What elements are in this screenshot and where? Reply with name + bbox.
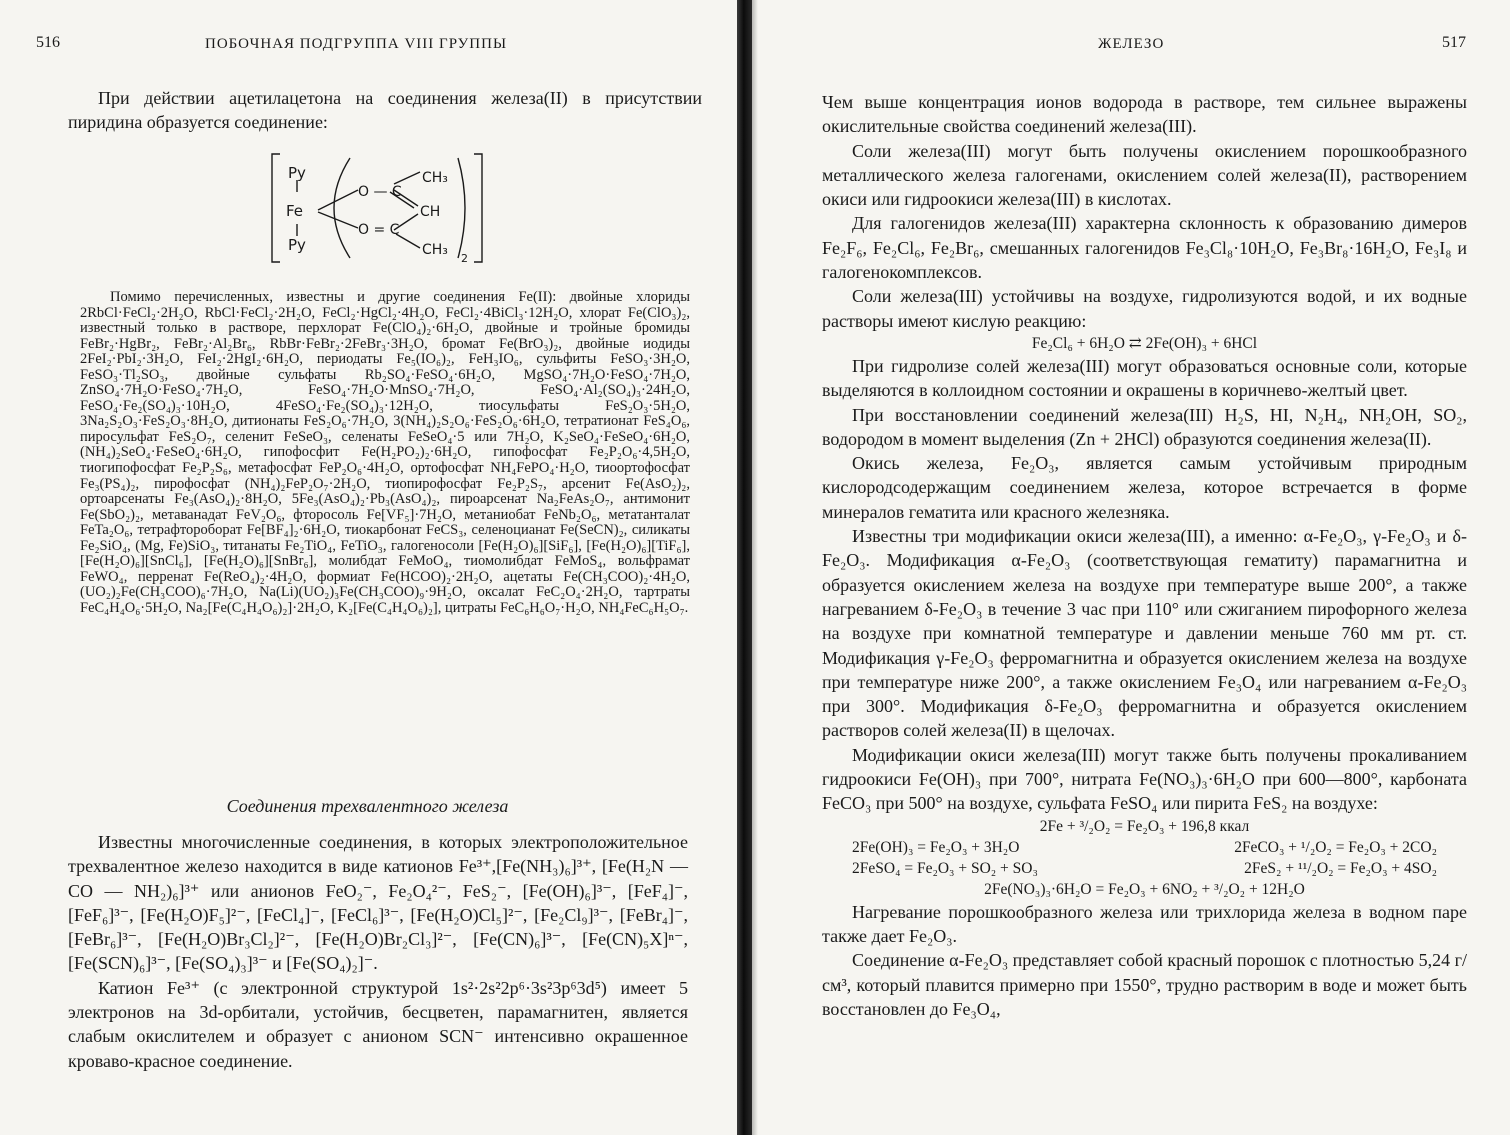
equation-hydrolysis: Fe₂Cl₆ + 6H₂O ⇄ 2Fe(OH)₃ + 6HCl (1031, 334, 1258, 352)
o-top-label: O — C (358, 184, 402, 200)
fe2-compounds-list: Помимо перечисленных, известны и другие соединения Fe(II): двойные хлориды 2RbCl·FeCl₂·2H₂O, RbCl·FeCl₂·2H₂O, FeCl₂·HgCl₂·4H₂O, FeCl₂·4BiCl₃·12H₂O, хлорат Fe(ClO₃)₂, известный только в растворе, перхлорат Fe(ClO₄)₂·6H₂O, двойные и тройные бромиды FeBr₂·HgBr₂, FeBr₂·Al₂Br₆, RbBr·FeBr₂·2FeBr₃·3H₂O, бромат Fe(BrO₃)₂, двойные иодиды 2FeI₂·PbI₂·3H₂O, FeI₂·2HgI₂·6H₂O, периодаты Fe₅(IO₆)₂, FeH₃IO₆, сульфиты FeSO₃·3H₂O, FeSO₃·Tl₂SO₃, двойные сульфаты Rb₂SO₄·FeSO₄·6H₂O, MgSO₄·7H₂O·FeSO₄·7H₂O, ZnSO₄·7H₂O·FeSO₄·7H₂O, FeSO₄·7H₂O·MnSO₄·7H₂O, FeSO₄·Al₂(SO₄)₃·24H₂O, FeSO₄·Fe₂(SO₄)₃·10H₂O, 4FeSO₄·Fe₂(SO₄)₃·12H₂O, тиосульфаты FeS₂O₃·5H₂O, 3Na₂S₂O₃·FeS₂O₃·8H₂O, дитионаты FeS₂O₆·7H₂O, 3(NH₄)₂S₂O₆·FeS₂O₆·6H₂O, тетратионат FeS₄O₆, пиросульфат FeS₂O₇, селенит FeSeO₃, селенаты FeSeO₄·5 или 7H₂O, K₂SeO₄·FeSeO₄·6H₂O, (NH₄)₂SeO₄·FeSeO₄·6H₂O, гипофосфит Fe(H₂PO₂)₂·6H₂O, гипофосфат Fe₂P₂O₆·4,5H₂O, тиогипофосфат Fe₂P₂S₆, метафосфат FeP₂O₆·4H₂O, ортофосфат NH₄FePO₄·H₂O, тиоортофосфат Fe₃(PS₄)₂, пирофосфат (NH₄)₂FeP₂O₇·2H₂O, тиопирофосфат Fe₂P₂S₇, арсенит Fe(AsO₂)₂, ортоарсенаты Fe₃(AsO₄)₂·8H₂O, 5Fe₃(AsO₄)₂·Pb₃(AsO₄)₂, пироарсенат Na₂FeAs₂O₇, антимонит Fe(SbO₂)₂, метаванадат FeV₂O₆, фторосоль Fe[VF₅]·7H₂O, метаниобат FeNb₂O₆, метатанталат FeTa₂O₆, тетрафтороборат Fe[BF₄]₂·6H₂O, тиокарбонат FeCS₃, селеноцианат Fe(SeCN)₂, силикаты Fe₂SiO₄, (Mg, Fe)SiO₃, титанаты Fe₂TiO₄, FeTiO₃, галогеносоли [Fe(H₂O)₆][SiF₆], [Fe(H₂O)₆][TiF₆], [Fe(H₂O)₆][SnCl₆], [Fe(H₂O)₆][SnBr₆], молибдат FeMoO₄, тиомолибдат FeMoS₄, вольфрамат FeWO₄, перренат Fe(ReO₄)₂·4H₂O, формиат Fe(HCOO)₂·2H₂O, ацетаты Fe(CH₃COO)₂·4H₂O, (UO₂)₂Fe(CH₃COO)₆·7H₂O, Na(Li)(UO₂)₃Fe(CH₃COO)₉·9H₂O, оксалат FeC₂O₄·2H₂O, тартраты FeC₄H₄O₆·5H₂O, Na₂[Fe(C₄H₄O₆)₂]·2H₂O, K₂[Fe(C₄H₄O₆)₂], цитраты FeC₆H₆O₇·H₂O, NH₄FeC₆H₅O₇. (80, 289, 690, 616)
fe3-body (68, 830, 688, 1073)
right-para-1: Чем выше концентрация ионов водорода в растворе, тем сильнее выражены окислительные свойства соединений железа(III). (822, 92, 1467, 137)
o-bottom-label: O = C (358, 222, 400, 238)
equation-row-2 (822, 858, 1467, 879)
right-para-7: Окись железа, Fe₂O₃, является самым устойчивым природным кислородсодержащим соединением железа, которое встречается в форме минералов гематита или красного железняка. (822, 453, 1467, 522)
equation-combustion: 2Fe + ³/₂O₂ = Fe₂O₃ + 196,8 ккал (1039, 817, 1250, 835)
fe3-cation-paragraph: Катион Fe³⁺ (с электронной структурой 1s²·2s²2p⁶·3s²3p⁶3d⁵) имеет 5 электронов на 3d-орбитали, устойчив, бесцветен, парамагнитен, является слабым окислителем и образует с анионом SCN⁻ интенсивно окрашенное кроваво-красное соединение. (68, 977, 688, 1071)
left-page-number: 516 (36, 34, 60, 51)
right-para-2: Соли железа(III) могут быть получены окислением порошкообразного металлического железа галогенами, окислением солей железа(II), растворением окиси или гидроокиси железа(III) в кислотах. (822, 140, 1467, 210)
right-para-6: При восстановлении соединений железа(III) H₂S, HI, N₂H₄, NH₂OH, SO₂, водородом в момент выделения (Zn + 2HCl) образуются соединения железа(II). (822, 404, 1467, 449)
fe3-known-paragraph: Известны многочисленные соединения, в которых электроположительное трехвалентное железо находится в виде катионов Fe³⁺,[Fe(NH₃)₆]³⁺, [Fe(H₂N — CO — NH₂)₆]³⁺ или анионов FeO₂⁻, Fe₂O₄²⁻, FeS₂⁻, [Fe(OH)₆]³⁻, [FeF₄]⁻, [FeF₆]³⁻, [Fe(H₂O)F₅]²⁻, [FeCl₄]⁻, [FeCl₆]³⁻, [Fe(H₂O)Cl₅]²⁻, [Fe₂Cl₉]³⁻, [FeBr₄]⁻, [FeBr₆]³⁻, [Fe(H₂O)Br₃Cl₂]²⁻, [Fe(H₂O)Br₂Cl₃]²⁻, [Fe(CN)₆]³⁻, [Fe(CN)₅X]ⁿ⁻, [Fe(SCN)₆]³⁻, [Fe(SO₄)₃]³⁻ и [Fe(SO₄)₂]⁻. (68, 832, 688, 974)
structural-formula (268, 150, 488, 270)
right-body (822, 90, 1467, 1021)
equation-nitrate: 2Fe(NO₃)₃·6H₂O = Fe₂O₃ + 6NO₂ + ³/₂O₂ + 12H₂O (984, 880, 1305, 898)
left-page (0, 0, 735, 1135)
left-running-head: ПОБОЧНАЯ ПОДГРУППА VIII ГРУППЫ (205, 36, 508, 52)
right-para-8: Известны три модификации окиси железа(III), а именно: α-Fe₂O₃, γ-Fe₂O₃ и δ-Fe₂O₃. Модификация α-Fe₂O₃ (соответствующая гематиту) парамагнитна и образуется окислением железа на воздухе при температуре выше 200°, а также нагреванием δ-Fe₂O₃ в течение 3 час при 110° или сжиганием пирофорного железа на воздухе при комнатной температуре и давлении меньше 760 мм рт. ст. Модификация γ-Fe₂O₃ ферромагнитна и образуется окислением железа на воздухе при температуре ниже 200°, а также окислением Fe₃O₄ или нагреванием α-Fe₂O₃ при 300°. Модификация δ-Fe₂O₃ ферромагнитна и образуется окислением растворов солей железа(II) в щелочах. (822, 526, 1467, 741)
ch-label: CH (420, 204, 441, 220)
right-running-head: ЖЕЛЕЗО (1098, 36, 1165, 52)
section-title: Соединения трехвалентного железа (226, 796, 509, 816)
py-bottom-label: Py (288, 236, 306, 254)
formula-subscript: 2 (461, 252, 468, 265)
equation-pyrite: 2FeS₂ + ¹¹/₂O₂ = Fe₂O₃ + 4SO₂ (1244, 859, 1437, 877)
right-page (758, 0, 1510, 1135)
right-page-number: 517 (1442, 34, 1466, 51)
equation-row-1 (822, 837, 1467, 858)
equation-sulfate: 2FeSO₄ = Fe₂O₃ + SO₂ + SO₃ (852, 859, 1038, 877)
right-para-10: Нагревание порошкообразного железа или трихлорида железа в водном паре также дает Fe₂O₃. (822, 901, 1467, 946)
ch3-bottom-label: CH₃ (422, 242, 448, 258)
py-top-label: Py (288, 164, 306, 182)
intro-paragraph: При действии ацетилацетона на соединения железа(II) в присутствии пиридина образуется соединение: (68, 88, 702, 133)
right-para-5: При гидролизе солей железа(III) могут образоваться основные соли, которые выделяются в коллоидном состоянии и окрашены в коричнево-желтый цвет. (822, 355, 1467, 401)
equation-hydroxide: 2Fe(OH)₃ = Fe₂O₃ + 3H₂O (852, 838, 1020, 856)
right-para-9: Модификации окиси железа(III) могут также быть получены прокаливанием гидроокиси Fe(OH)₃ при 700°, нитрата Fe(NO₃)₃·6H₂O при 600—800°, карбоната FeCO₃ при 500° на воздухе, сульфата FeSO₄ или пирита FeS₂ на воздухе: (822, 744, 1467, 814)
book-spine (737, 0, 752, 1135)
ch3-top-label: CH₃ (422, 170, 448, 186)
right-para-4: Соли железа(III) устойчивы на воздухе, гидролизуются водой, и их водные растворы имеют кислую реакцию: (822, 286, 1467, 331)
right-para-3: Для галогенидов железа(III) характерна склонность к образованию димеров Fe₂F₆, Fe₂Cl₆, Fe₂Br₆, смешанных галогенидов Fe₃Cl₈·10H₂O, Fe₃Br₈·16H₂O, Fe₃I₈ и галогенокомплексов. (822, 213, 1467, 283)
equation-carbonate: 2FeCO₃ + ¹/₂O₂ = Fe₂O₃ + 2CO₂ (1234, 838, 1437, 856)
fe-label: Fe (286, 202, 304, 220)
right-para-11: Соединение α-Fe₂O₃ представляет собой красный порошок с плотностью 5,24 г/см³, который плавится примерно при 1550°, трудно растворим в воде и может быть восстановлен до Fe₃O₄, (822, 950, 1467, 1019)
